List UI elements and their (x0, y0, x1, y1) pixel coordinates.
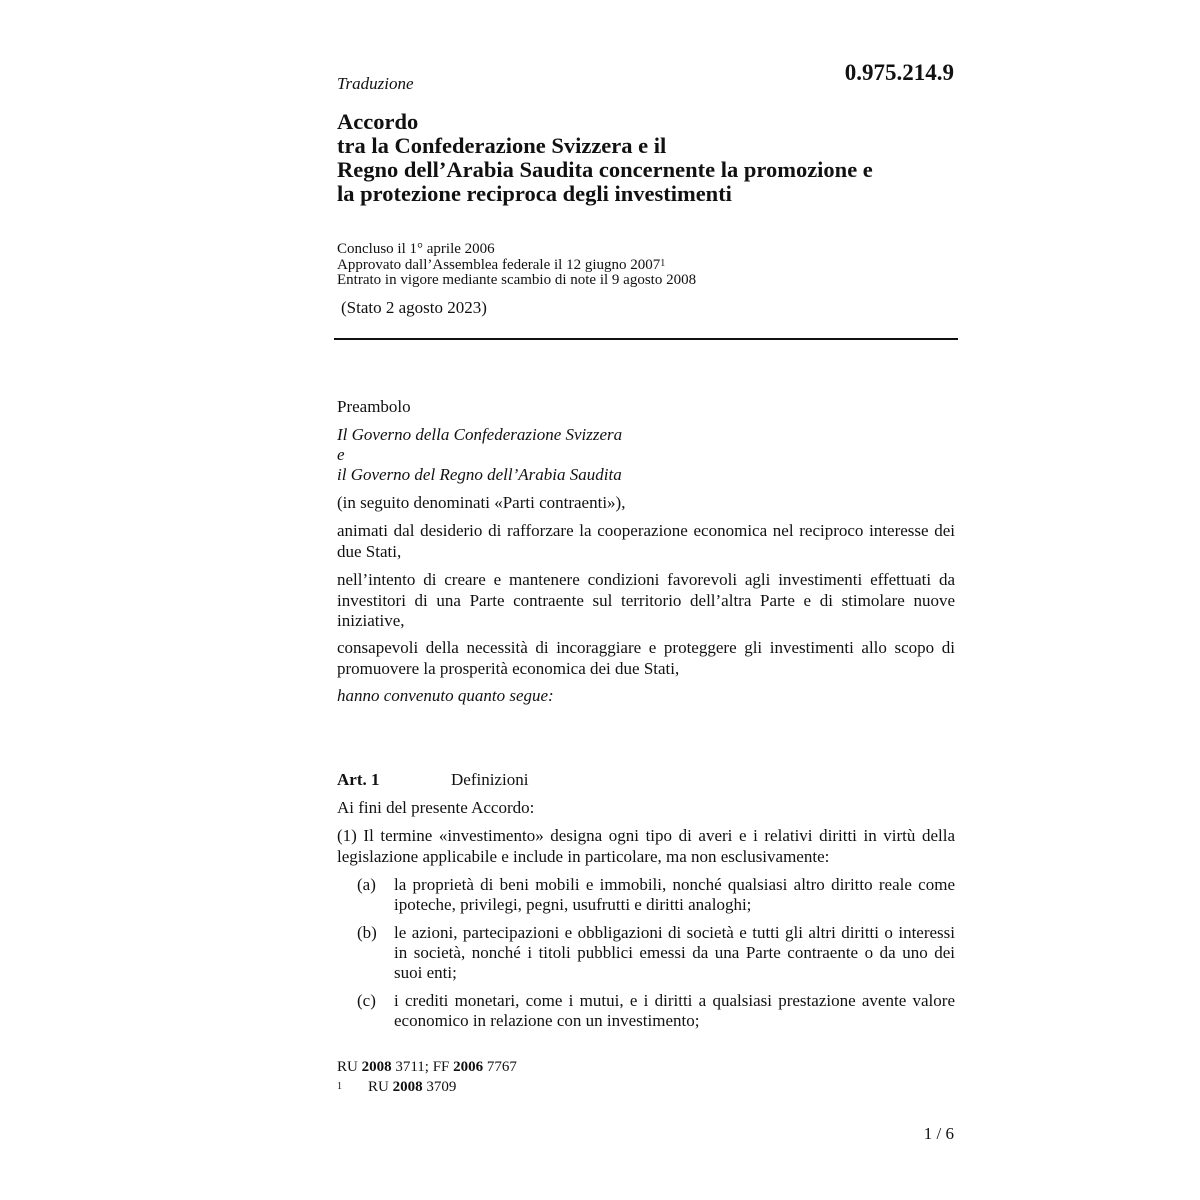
document-meta (337, 242, 696, 289)
article-intro: Ai fini del presente Accordo: (337, 798, 535, 817)
footnote-1: $^1$ RU 2008 3709 (337, 1079, 457, 1095)
preamble-and: e (337, 445, 345, 464)
footnote-ref[interactable]: 1 (660, 257, 666, 269)
status-date: (Stato 2 agosto 2023) (341, 298, 487, 317)
preamble-agreed: hanno convenuto quanto segue: (337, 686, 554, 705)
list-item-marker: (b) (357, 923, 377, 942)
preamble-gov1: Il Governo della Confederazione Svizzera (337, 425, 623, 444)
sr-number: 0.975.214.9 (844, 60, 954, 85)
in-force-date: Entrato in vigore mediante scambio di note il 9 agosto 2008 (337, 272, 697, 288)
article-title: Definizioni (451, 770, 529, 789)
page-number: 1 / 6 (923, 1124, 954, 1143)
translation-label: Traduzione (337, 74, 414, 93)
list-item (357, 923, 955, 985)
list-item-text: le azioni, partecipazioni e obbligazioni di società e tutti gli altri diritti o interessi in società, nonché i titoli pubblici emessi da una Parte contraente o da uno dei suoi enti; (394, 923, 955, 982)
preamble-gov2: il Governo del Regno dell’Arabia Saudita (337, 465, 622, 484)
title-line: la protezione reciproca degli investimenti (337, 181, 732, 206)
list-item-text: i crediti monetari, come i mutui, e i diritti a qualsiasi prestazione avente valore economico in relazione con un investimento; (394, 991, 955, 1030)
preamble-paragraph-3: consapevoli della necessità di incoraggiare e proteggere gli investimenti allo scopo di promuovere la prosperità economica dei due Stati, (337, 638, 955, 678)
article-heading (337, 770, 528, 790)
concluded-date: Concluso il 1° aprile 2006 (337, 241, 495, 257)
title-line: Regno dell’Arabia Saudita concernente la promozione e (337, 157, 873, 182)
preamble-heading: Preambolo (337, 397, 411, 416)
list-item-text: la proprietà di beni mobili e immobili, nonché qualsiasi altro diritto reale come ipoteche, privilegi, pegni, usufrutti e diritti analoghi; (394, 875, 955, 914)
footnote-mark: 1 (337, 1081, 342, 1092)
title-line: Accordo (337, 109, 419, 134)
title-line: tra la Confederazione Svizzera e il (337, 133, 667, 158)
list-item (357, 991, 955, 1033)
preamble-paragraph-1: animati dal desiderio di rafforzare la cooperazione economica nel reciproco interesse dei due Stati, (337, 521, 955, 561)
article-paragraph-1: (1) Il termine «investimento» designa ogni tipo di averi e i relativi diritti in virtù della legislazione applicabile e include in particolare, ma non esclusivamente: (337, 826, 955, 866)
header-divider (334, 338, 958, 340)
article-number: Art. 1 (337, 770, 380, 789)
document-title (337, 110, 873, 206)
preamble-denominated: (in seguito denominati «Parti contraenti»), (337, 493, 626, 512)
list-item (357, 875, 955, 917)
source-reference: RU 2008 3711; FF 2006 7767 (337, 1059, 517, 1075)
approved-date: Approvato dall’Assemblea federale il 12 giugno 2007$^1$ (337, 256, 666, 273)
list-item-marker: (a) (357, 875, 376, 894)
preamble-paragraph-2: nell’intento di creare e mantenere condizioni favorevoli agli investimenti effettuati da investitori di una Parte contraente sul territorio dell’altra Parte e di stimolare nuove iniziative, (337, 570, 955, 630)
list-item-marker: (c) (357, 991, 376, 1010)
